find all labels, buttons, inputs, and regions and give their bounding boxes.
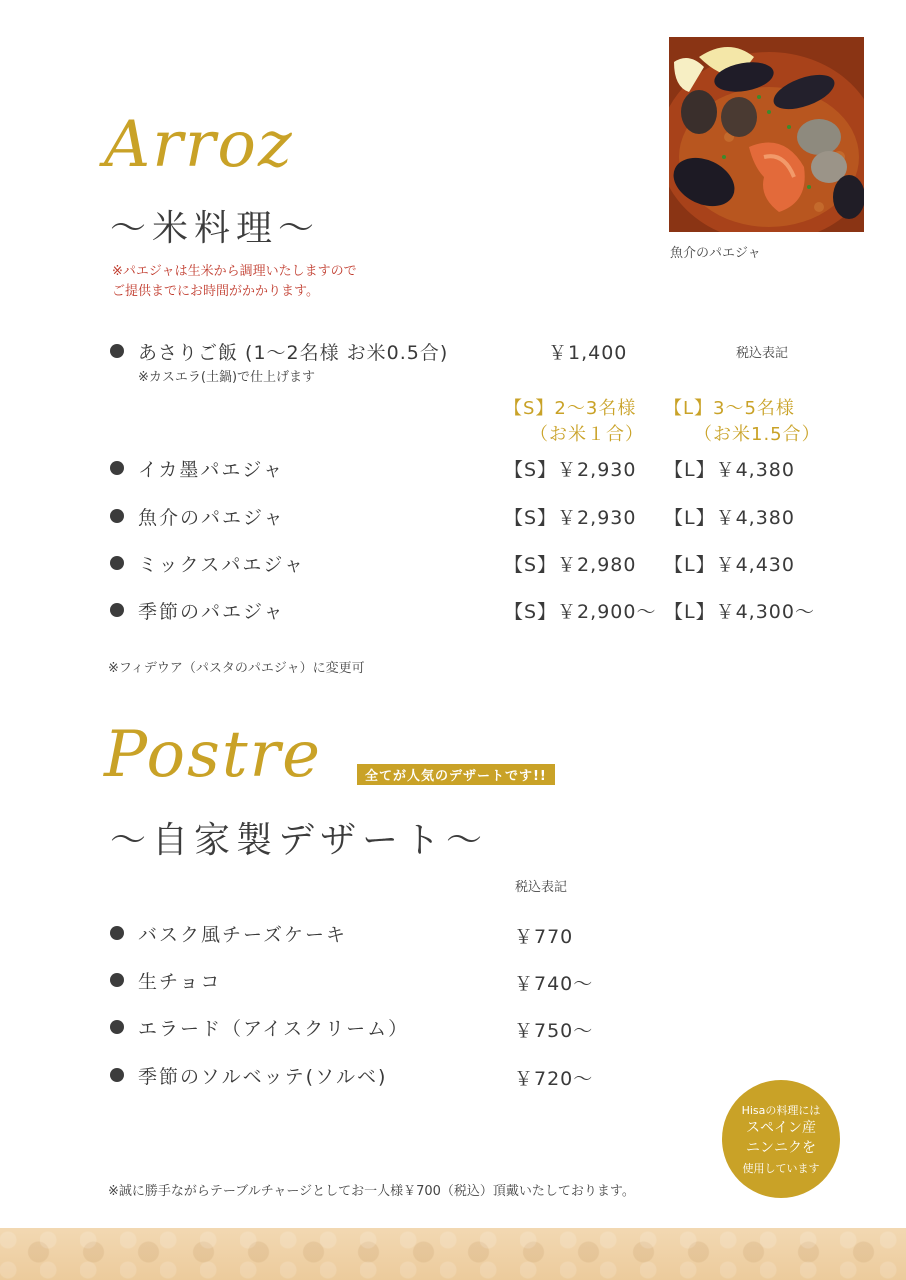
photo-caption: 魚介のパエジャ [670, 246, 761, 261]
bullet-icon [110, 973, 124, 987]
price: ￥750〜 [514, 1020, 594, 1042]
fideua-note: ※フィデウア（パスタのパエジャ）に変更可 [108, 661, 365, 676]
price: ￥720〜 [514, 1068, 594, 1090]
garlic-line3: ニンニクを [746, 1140, 816, 1156]
bullet-icon [110, 1068, 124, 1082]
bullet-icon [110, 509, 124, 523]
list-item: バスク風チーズケーキ [138, 924, 348, 946]
price: ￥740〜 [514, 973, 594, 995]
bullet-icon [110, 603, 124, 617]
list-item: 生チョコ [138, 971, 222, 993]
bullet-icon [110, 344, 124, 358]
postre-title: Postre [104, 718, 323, 792]
size-s-header [504, 396, 644, 448]
price-s: 【S】￥2,930 [504, 459, 637, 481]
price-s: 【S】￥2,930 [504, 507, 637, 529]
bullet-icon [110, 461, 124, 475]
garlic-info-circle [722, 1080, 840, 1198]
arroz-title: Arroz [104, 108, 294, 182]
size-l-line2: （お米1.5合） [694, 424, 821, 445]
bullet-icon [110, 926, 124, 940]
tax-label-postre: 税込表記 [515, 880, 568, 895]
paella-photo [669, 37, 864, 232]
paella-image [669, 37, 864, 232]
garlic-line4: 使用しています [742, 1162, 820, 1175]
arroz-subtitle: 〜米料理〜 [110, 208, 321, 249]
table-charge-note: ※誠に勝手ながらテーブルチャージとしてお一人様￥700（税込）頂戴いたしております。 [108, 1184, 635, 1199]
price-s: 【S】￥2,900〜 [504, 601, 657, 623]
list-item: 季節のソルベッテ(ソルベ) [138, 1066, 388, 1088]
arroz-note-line1: ※パエジャは生米から調理いたしますので [112, 264, 357, 279]
price-l: 【L】￥4,380 [664, 459, 795, 481]
price-l: 【L】￥4,380 [664, 507, 795, 529]
bullet-icon [110, 1020, 124, 1034]
size-l-header [664, 396, 821, 448]
menu-item-asari: あさりご飯 (1〜2名様 お米0.5合) [138, 342, 449, 364]
asari-subnote: ※カスエラ(土鍋)で仕上げます [138, 370, 316, 385]
list-item: ミックスパエジャ [138, 554, 306, 576]
price-asari: ￥1,400 [548, 342, 628, 364]
list-item: エラード（アイスクリーム） [138, 1018, 410, 1040]
price-s: 【S】￥2,980 [504, 554, 637, 576]
price: ￥770 [514, 926, 574, 948]
arroz-note-line2: ご提供までにお時間がかかります。 [112, 284, 319, 299]
list-item: イカ墨パエジャ [138, 459, 285, 481]
tax-label-arroz: 税込表記 [736, 346, 789, 361]
garlic-line1: Hisaの料理には [741, 1104, 821, 1117]
price-l: 【L】￥4,300〜 [664, 601, 815, 623]
garlic-line2: スペイン産 [746, 1120, 816, 1136]
size-s-line2: （お米１合） [530, 424, 644, 445]
bullet-icon [110, 556, 124, 570]
kraft-paper-strip [0, 1228, 906, 1280]
size-l-line1: 【L】3〜5名様 [664, 398, 795, 419]
popular-badge: 全てが人気のデザートです!! [357, 764, 555, 785]
list-item: 季節のパエジャ [138, 601, 285, 623]
postre-subtitle: 〜自家製デザート〜 [110, 820, 489, 861]
price-l: 【L】￥4,430 [664, 554, 795, 576]
size-s-line1: 【S】2〜3名様 [504, 398, 637, 419]
list-item: 魚介のパエジャ [138, 507, 285, 529]
